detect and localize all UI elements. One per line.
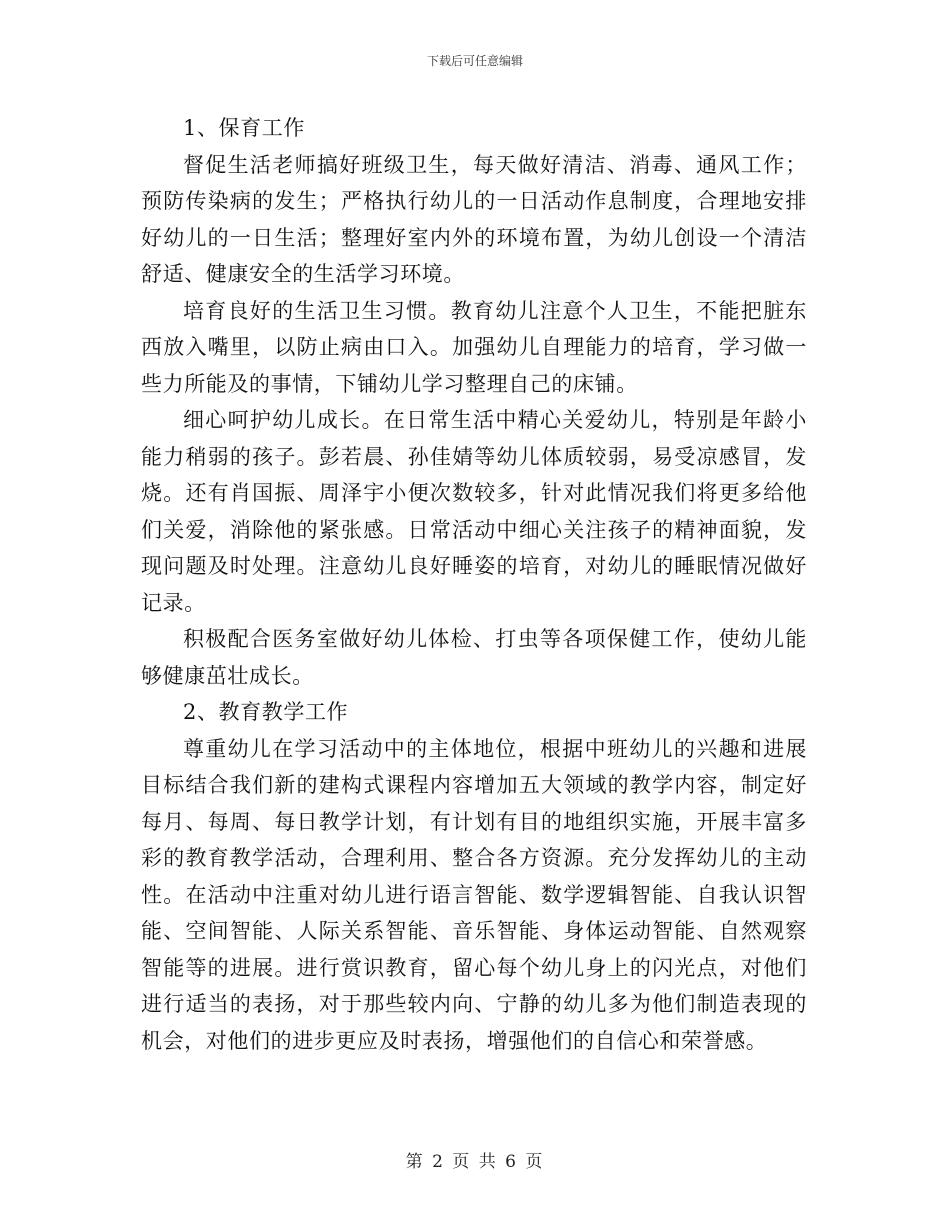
paragraph-care-growth: 细心呵护幼儿成长。在日常生活中精心关爱幼儿，特别是年龄小能力稍弱的孩子。彭若晨、孙佳婧等幼儿体质较弱，易受凉感冒，发烧。还有肖国振、周泽宇小便次数较多，针对此情况我们将更多给他们关爱，消除他的紧张感。日常活动中细心关注孩子的精神面貌，发现问题及时处理。注意幼儿良好睡姿的培育，对幼儿的睡眠情况做好记录。 [141, 408, 807, 615]
page-header-note: 下载后可任意编辑 [426, 54, 523, 68]
paragraph-health-checks: 积极配合医务室做好幼儿体检、打虫等各项保健工作，使幼儿能够健康茁壮成长。 [141, 627, 807, 688]
section-heading-childcare: 1、保育工作 [183, 116, 305, 140]
paragraph-hygiene-habits: 培育良好的生活卫生习惯。教育幼儿注意个人卫生，不能把脏东西放入嘴里，以防止病由口入。加强幼儿自理能力的培育，学习做一些力所能及的事情，下铺幼儿学习整理自己的床铺。 [141, 298, 807, 396]
section-heading-teaching: 2、教育教学工作 [183, 700, 349, 724]
page-number: 第 2 页 共 6 页 [405, 1152, 545, 1172]
paragraph-teaching-plan: 尊重幼儿在学习活动中的主体地位，根据中班幼儿的兴趣和进展目标结合我们新的建构式课程内容增加五大领域的教学内容，制定好每月、每周、每日教学计划，有计划有目的地组织实施，开展丰富多彩的教育教学活动，合理利用、整合各方资源。充分发挥幼儿的主动性。在活动中注重对幼儿进行语言智能、数学逻辑智能、自我认识智能、空间智能、人际关系智能、音乐智能、身体运动智能、自然观察智能等的进展。进行赏识教育，留心每个幼儿身上的闪光点，对他们进行适当的表扬，对于那些较内向、宁静的幼儿多为他们制造表现的机会，对他们的进步更应及时表扬，增强他们的自信心和荣誉感。 [141, 736, 807, 1053]
document-body [141, 110, 807, 1059]
paragraph-hygiene-duties: 督促生活老师搞好班级卫生，每天做好清洁、消毒、通风工作；预防传染病的发生；严格执行幼儿的一日活动作息制度，合理地安排好幼儿的一日生活；整理好室内外的环境布置，为幼儿创设一个清洁舒适、健康安全的生活学习环境。 [141, 152, 807, 286]
